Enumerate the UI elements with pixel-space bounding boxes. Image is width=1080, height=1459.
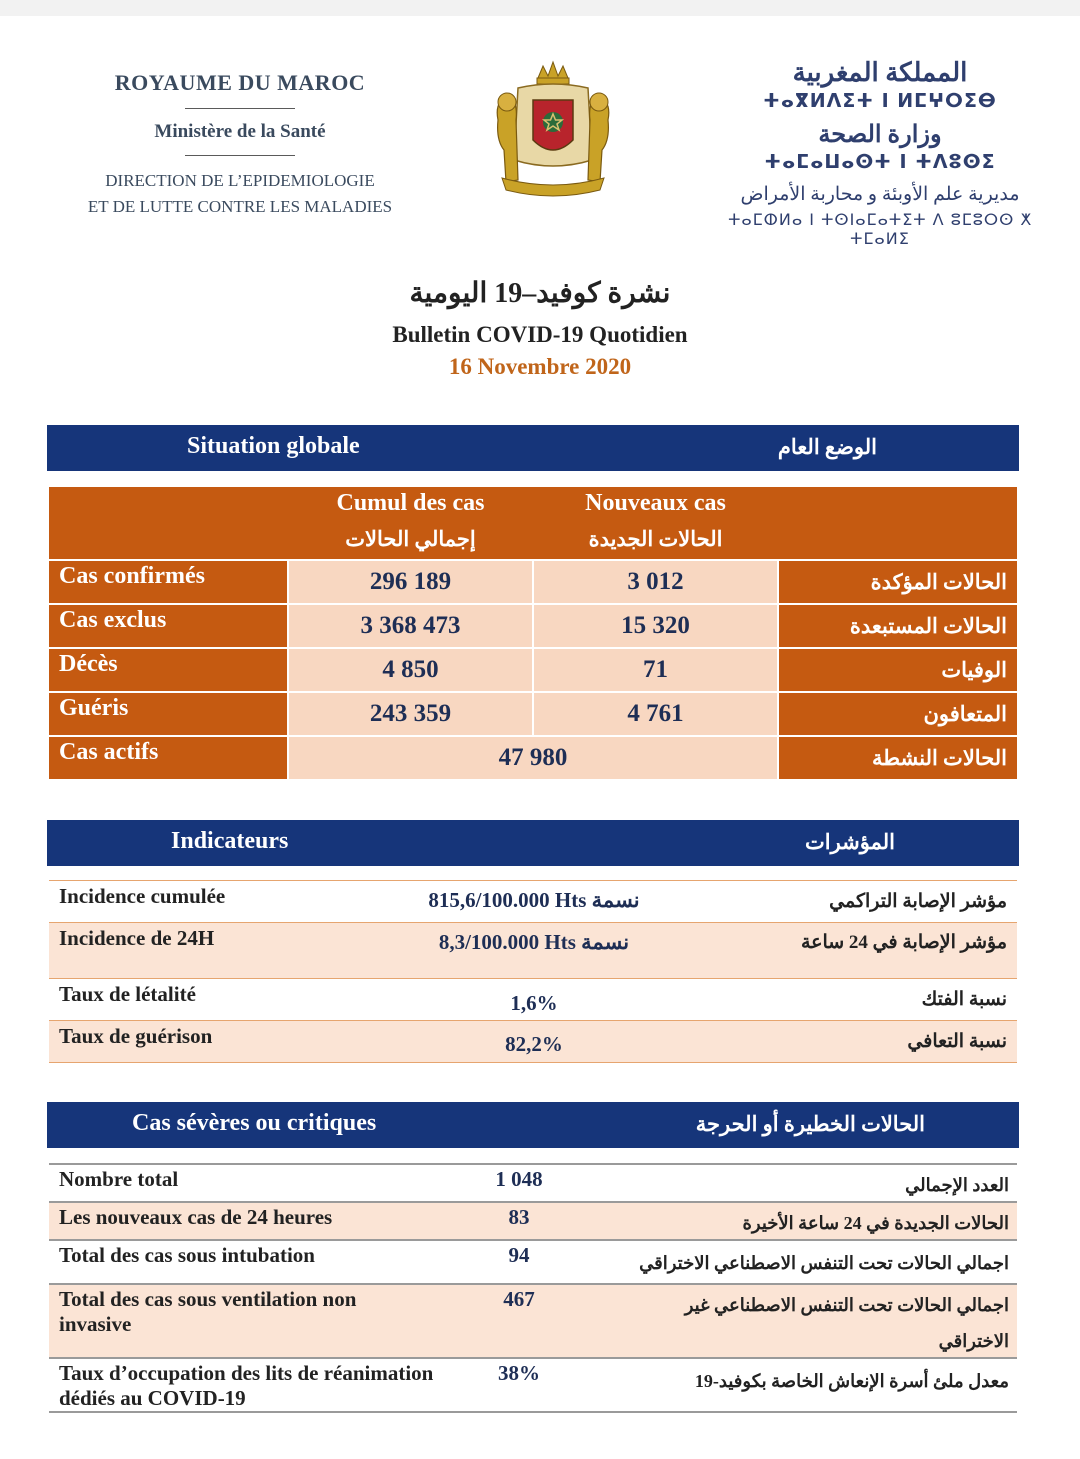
severe-label-fr: Taux d’occupation des lits de réanimation dédiés au COVID-19 (59, 1361, 434, 1410)
severe-value: 94 (508, 1243, 530, 1267)
divider (49, 1411, 1017, 1413)
severe-label-ar: معدل ملئ أسرة الإنعاش الخاصة بكوفيد-19 (694, 1371, 1009, 1391)
divider (185, 108, 295, 109)
new-value: 4 761 (627, 700, 684, 727)
new-value: 15 320 (621, 612, 690, 639)
divider (49, 1062, 1017, 1063)
row-label-fr: Cas actifs (59, 739, 159, 765)
indicator-label-ar: مؤشر الإصابة التراكمي (829, 891, 1007, 912)
indicator-unit-ar: نسمة (581, 930, 630, 954)
col-new-ar: الحالات الجديدة (588, 527, 723, 551)
row-label-fr: Cas exclus (59, 607, 167, 633)
severe-row (49, 1357, 1017, 1413)
direction-line-2: ET DE LUTTE CONTRE LES MALADIES (87, 197, 393, 216)
divider (185, 155, 295, 156)
section-title-fr: Indicateurs (171, 828, 289, 854)
col-cumul-fr: Cumul des cas (336, 490, 485, 516)
row-label-ar: الوفيات (941, 658, 1007, 682)
severe-row (49, 1201, 1017, 1241)
cumul-value: 3 368 473 (360, 612, 461, 639)
indicator-row (49, 978, 1017, 1021)
table-row (49, 737, 1017, 779)
coat-of-arms-icon (488, 60, 618, 200)
severe-row (49, 1239, 1017, 1285)
severe-label-fr: Total des cas sous ventilation non invasive (59, 1287, 357, 1336)
indicator-row (49, 880, 1017, 923)
table-row (49, 605, 1017, 647)
kingdom-name-ar: المملكة المغربية (792, 58, 968, 87)
severe-label-ar: اجمالي الحالات تحت التنفس الاصطناعي الاختراقي (639, 1253, 1009, 1273)
ministry-name-fr: Ministère de la Santé (154, 121, 326, 142)
severe-label-ar: العدد الإجمالي (905, 1175, 1009, 1195)
cumul-value: 296 189 (369, 568, 452, 595)
section-title-ar: المؤشرات (804, 830, 895, 854)
bulletin-title-fr: Bulletin COVID-19 Quotidien (392, 322, 688, 347)
indicator-row (49, 1020, 1017, 1063)
row-label-fr: Guéris (59, 695, 129, 721)
row-label-ar: المتعافون (923, 702, 1007, 726)
direction-name-ar: مديرية علم الأوبئة و محاربة الأمراض (740, 184, 1020, 205)
indicator-label-ar: نسبة التعافي (907, 1031, 1007, 1052)
table-row (49, 561, 1017, 603)
indicator-row (49, 922, 1017, 979)
indicator-label-fr: Incidence cumulée (59, 884, 226, 908)
header-right (720, 58, 1040, 248)
global-situation-header (47, 425, 1019, 471)
new-value: 3 012 (627, 568, 684, 595)
row-label-fr: Décès (59, 651, 118, 677)
kingdom-name-tifinagh: ⵜⴰⴳⵍⴷⵉⵜ ⵏ ⵍⵎⵖⵔⵉⴱ (763, 90, 997, 112)
severe-label-ar: اجمالي الحالات تحت التنفس الاصطناعي غير الاختراقي (684, 1295, 1009, 1351)
severe-row (49, 1283, 1017, 1359)
severe-label-fr: Total des cas sous intubation (59, 1243, 315, 1267)
indicator-label-fr: Taux de létalité (59, 982, 196, 1006)
severe-label-fr: Nombre total (59, 1167, 179, 1191)
indicator-label-ar: مؤشر الإصابة في 24 ساعة (800, 932, 1007, 953)
severe-value: 1 048 (495, 1167, 543, 1191)
section-title-fr: Cas sévères ou critiques (132, 1110, 377, 1136)
indicator-value: 1,6% (510, 991, 558, 1015)
col-cumul-ar: إجمالي الحالات (345, 527, 476, 551)
header-left (60, 70, 420, 220)
indicator-label-fr: Incidence de 24H (59, 926, 215, 950)
indicator-value: 815,6/100.000 Hts (428, 888, 587, 912)
severe-label-ar: الحالات الجديدة في 24 ساعة الأخيرة (742, 1213, 1009, 1233)
bulletin-date: 16 Novembre 2020 (448, 354, 632, 379)
direction-name-tifinagh: ⵜⴰⵎⵀⵍⴰ ⵏ ⵜⵙⵏⴰⵎⴰⵜⵉⵜ ⴷ ⵓⵎⵓⵔⵙ ⵅ ⵜⵎⴰⵍⵉ (728, 210, 1032, 248)
cumul-value: 243 359 (369, 700, 452, 727)
kingdom-name-fr: ROYAUME DU MAROC (114, 70, 366, 95)
table-row (49, 693, 1017, 735)
ministry-name-tifinagh: ⵜⴰⵎⴰⵡⴰⵙⵜ ⵏ ⵜⴷⵓⵙⵉ (764, 151, 996, 173)
indicator-label-ar: نسبة الفتك (921, 989, 1007, 1010)
indicator-value: 8,3/100.000 Hts (438, 930, 576, 954)
severe-label-fr: Les nouveaux cas de 24 heures (59, 1205, 333, 1229)
direction-line-1: DIRECTION DE L’EPIDEMIOLOGIE (105, 171, 375, 190)
col-new-fr: Nouveaux cas (585, 490, 726, 516)
severe-row (49, 1163, 1017, 1203)
section-title-ar: الوضع العام (777, 435, 877, 459)
top-strip (0, 0, 1080, 16)
bulletin-title-ar: نشرة كوفيد–19 اليومية (409, 278, 671, 309)
row-label-fr: Cas confirmés (59, 563, 205, 589)
indicator-label-fr: Taux de guérison (59, 1024, 213, 1048)
section-title-fr: Situation globale (187, 433, 360, 459)
indicator-value: 82,2% (505, 1032, 563, 1056)
table-header (49, 487, 1017, 559)
new-value: 71 (643, 656, 668, 683)
indicator-unit-ar: نسمة (591, 888, 640, 912)
indicators-header (47, 820, 1019, 866)
ministry-name-ar: وزارة الصحة (818, 122, 942, 148)
severe-value: 467 (503, 1287, 535, 1311)
active-cases-value: 47 980 (498, 744, 568, 771)
row-label-ar: الحالات المستبعدة (849, 614, 1007, 638)
cumul-value: 4 850 (382, 656, 439, 683)
severe-cases-header (47, 1102, 1019, 1148)
severe-value: 38% (498, 1361, 540, 1385)
section-title-ar: الحالات الخطيرة أو الحرجة (695, 1112, 925, 1136)
row-label-ar: الحالات المؤكدة (870, 570, 1007, 594)
table-row (49, 649, 1017, 691)
severe-value: 83 (508, 1205, 530, 1229)
row-label-ar: الحالات النشطة (872, 746, 1007, 770)
